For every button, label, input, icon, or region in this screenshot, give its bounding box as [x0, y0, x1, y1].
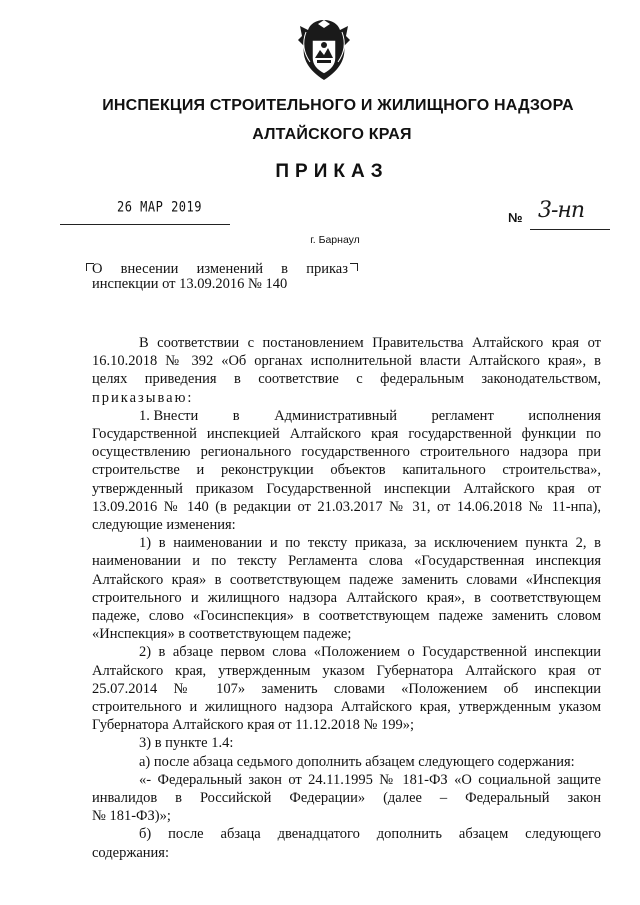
subject-word: внесении [120, 261, 179, 277]
body-line: наименовании и по тексту Регламента слова «Государственная инспекция [92, 553, 601, 570]
body-line: б) после абзаца двенадцатого дополнить абзацем следующего [139, 826, 601, 843]
body-word: регламент [431, 407, 494, 424]
body-line: 13.09.2016 № 140 (в редакции от 21.03.2017 № 31, от 14.06.2018 № 11-нпа), [92, 498, 601, 515]
body-word: исполнения [528, 407, 601, 424]
city-label: г. Барнаул [310, 234, 360, 246]
body-line: содержания: [92, 844, 170, 861]
body-line: Губернатора Алтайского края от 11.12.2018 № 199»; [92, 717, 415, 734]
body-line: В соответствии с постановлением Правительства Алтайского края от [139, 335, 601, 351]
body-line: строительного и жилищного надзора Алтайского края», в соответствующем [92, 589, 601, 606]
body-line: Алтайского края» в соответствующем падеже заменить словами «Инспекция [92, 571, 601, 588]
subject-block [92, 262, 348, 292]
body-line: Государственной инспекцией Алтайского края государственной функции по [92, 426, 601, 443]
body-line: 3) в пункте 1.4: [139, 735, 234, 752]
subject-word: изменений [196, 261, 263, 277]
body-line: «Инспекция» в соответствующем падеже; [92, 626, 352, 643]
body-line: строительстве и реконструкции объектов капитального строительства», [92, 462, 601, 479]
organization-name-line2: АЛТАЙСКОГО КРАЯ [252, 126, 412, 143]
body-word: в [232, 407, 240, 424]
date-stamp: 26 МАР 2019 [117, 198, 202, 216]
organization-name-line1: ИНСПЕКЦИЯ СТРОИТЕЛЬНОГО И ЖИЛИЩНОГО НАДЗОРА [102, 97, 574, 114]
subject-word: в [281, 261, 289, 277]
body-line: а) после абзаца седьмого дополнить абзацем следующего содержания: [139, 753, 575, 770]
body-line: падеже, слово «Госинспекция» в соответствующем падеже заменить словом [92, 608, 601, 625]
subject-corner-bracket-left [86, 263, 94, 271]
body-line: 16.10.2018 № 392 «Об органах исполнительной власти Алтайского края», в [92, 353, 601, 370]
number-label: № [508, 210, 523, 225]
body-line: целях приведения в соответствие с федеральным законодательством, [92, 371, 601, 388]
body-line [92, 407, 601, 425]
document-body [92, 334, 601, 862]
document-type-title: ПРИКАЗ [275, 161, 389, 182]
altai-coat-of-arms-emblem [296, 18, 352, 82]
body-line: № 181-ФЗ)»; [92, 808, 171, 825]
body-line: «- Федеральный закон от 24.11.1995 № 181-ФЗ «О социальной защите [139, 771, 601, 788]
subject-corner-bracket-right [350, 263, 358, 271]
subject-word: О [92, 261, 103, 277]
body-line: строительного и жилищного надзора Алтайского края, утвержденным указом [92, 699, 601, 716]
body-line: осуществлению регионального государственного строительного надзора при [92, 444, 601, 461]
subject-word: приказ [306, 261, 348, 277]
body-line: инвалидов в Российской Федерации» (далее – Федеральный закон [92, 790, 601, 807]
body-line: Алтайского края, утвержденным указом Губернатора Алтайского края от [92, 662, 601, 679]
body-line: 2) в абзаце первом слова «Положением о Государственной инспекции [139, 644, 601, 661]
number-underline [530, 229, 610, 230]
date-underline [60, 224, 230, 225]
handwritten-number: 3-нп [538, 198, 585, 223]
body-line: утвержденный приказом Государственной инспекции Алтайского края от [92, 480, 601, 497]
subject-line2: инспекции от 13.09.2016 № 140 [92, 276, 288, 292]
body-word: 1. Внести [139, 407, 199, 424]
subject-line1 [92, 262, 348, 277]
body-word: Административный [274, 407, 397, 424]
body-line: 25.07.2014 № 107» заменить словами «Положением об инспекции [92, 680, 601, 697]
body-line: 1) в наименовании и по тексту приказа, за исключением пункта 2, в [139, 535, 601, 552]
body-line: приказываю: [92, 389, 194, 406]
body-line: следующие изменения: [92, 517, 236, 534]
